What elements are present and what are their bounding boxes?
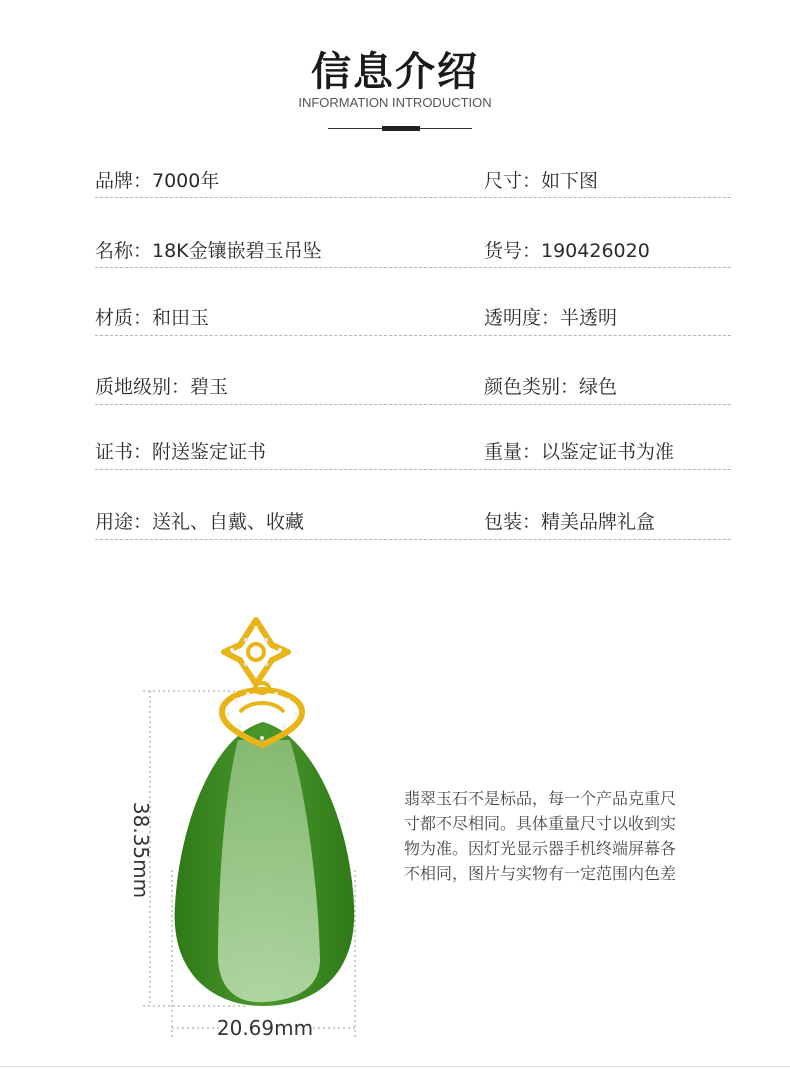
spec-certificate: 证书：附送鉴定证书 — [95, 441, 267, 463]
spec-usage: 用途：送礼、自戴、收藏 — [95, 511, 305, 533]
spec-color: 颜色类别：绿色 — [484, 376, 618, 398]
spec-packaging: 包装：精美品牌礼盒 — [484, 511, 656, 533]
product-disclaimer — [404, 786, 724, 886]
width-dimension-label: 20.69mm — [216, 1016, 314, 1040]
spec-material: 材质：和田玉 — [95, 307, 210, 329]
spec-item-number: 货号：190426020 — [484, 240, 650, 262]
section-subtitle: INFORMATION INTRODUCTION — [298, 95, 492, 110]
height-value: 38.35mm — [129, 801, 154, 899]
spec-brand: 品牌：7000年 — [95, 170, 220, 192]
disclaimer-line: 物为准。因灯光显示器手机终端屏幕各 — [404, 839, 677, 858]
disclaimer-line: 不相同，图片与实物有一定范围内色差 — [404, 864, 677, 883]
section-title: 信息介绍 — [311, 48, 479, 95]
disclaimer-line: 翡翠玉石不是标品，每一个产品克重尺 — [404, 789, 677, 808]
spec-weight: 重量：以鉴定证书为准 — [484, 441, 675, 463]
spec-name: 名称：18K金镶嵌碧玉吊坠 — [95, 240, 322, 262]
spec-size: 尺寸：如下图 — [484, 170, 599, 192]
bottom-divider — [0, 1066, 790, 1067]
disclaimer-line: 寸都不尽相同。具体重量尺寸以收到实 — [404, 814, 677, 833]
spec-transparency: 透明度：半透明 — [484, 307, 618, 329]
spec-grade: 质地级别：碧玉 — [95, 376, 229, 398]
